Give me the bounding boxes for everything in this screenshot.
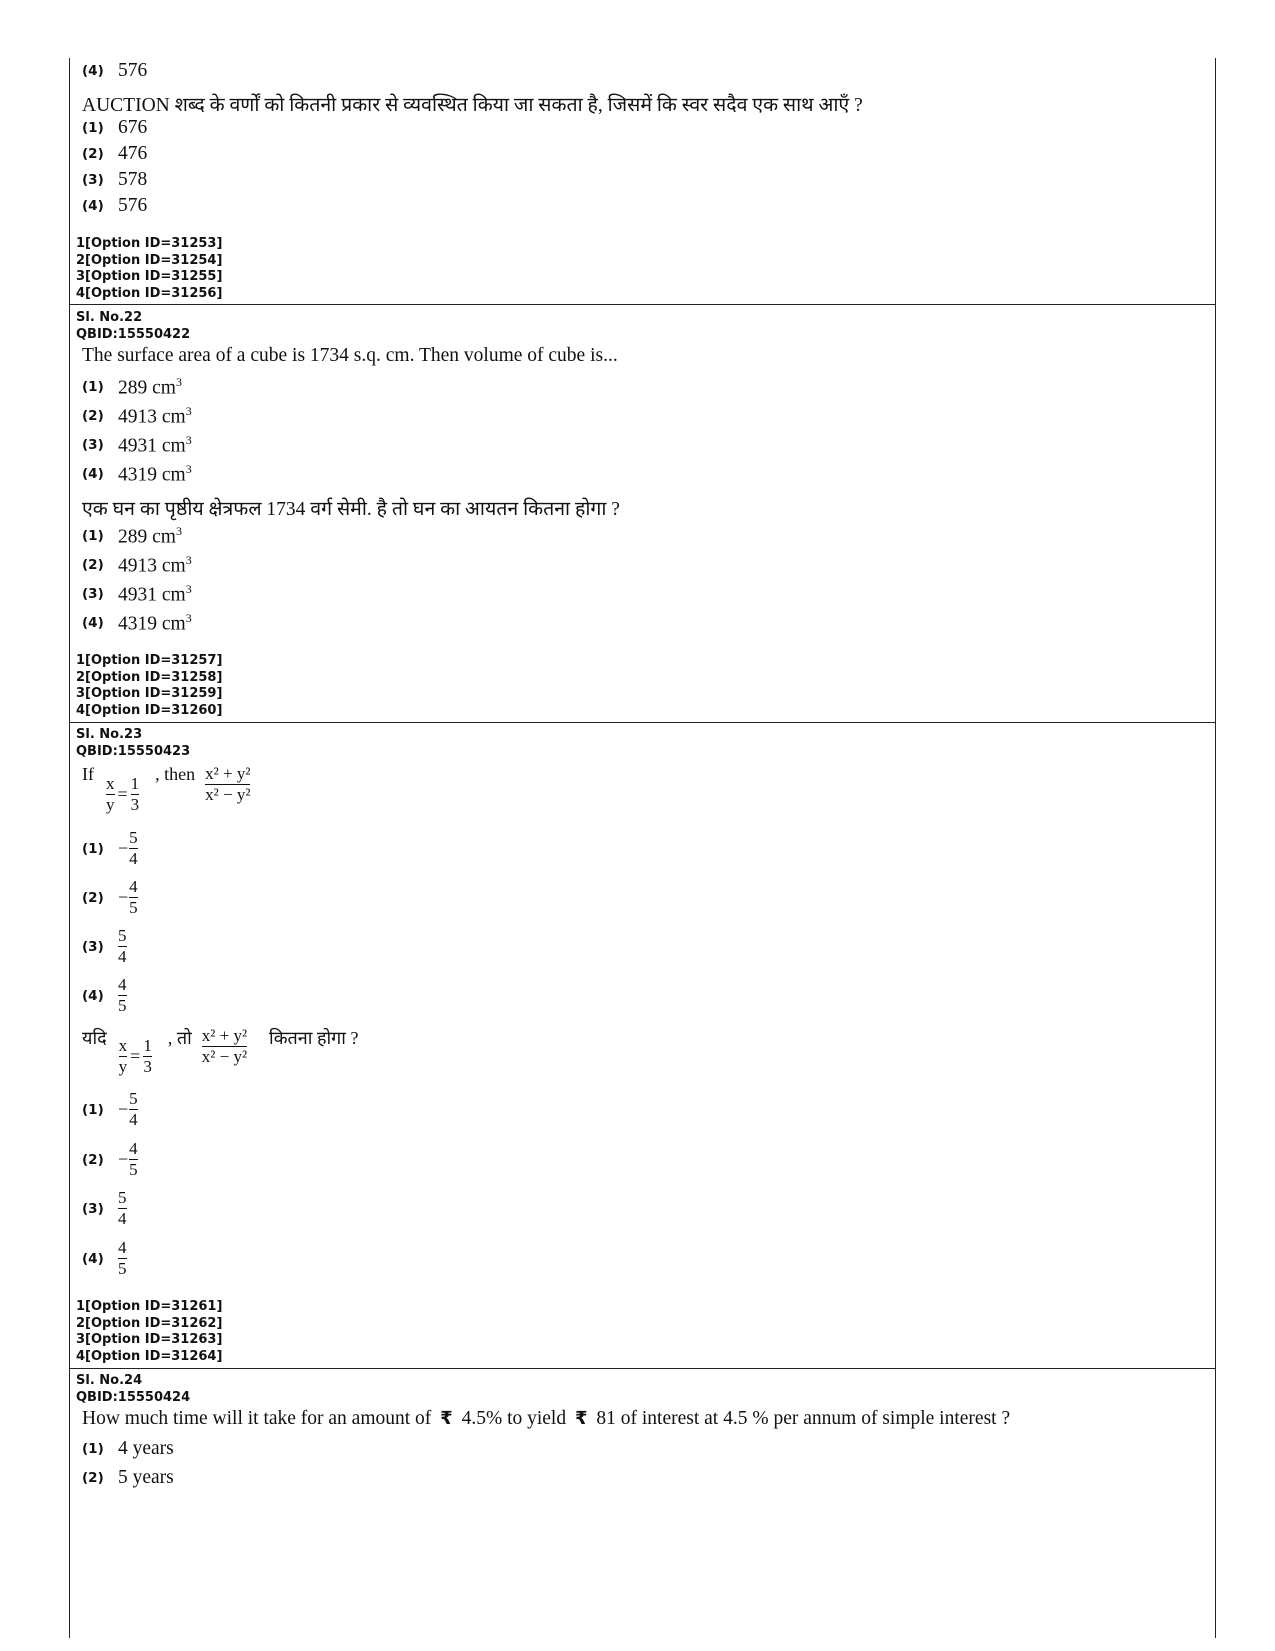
option-3: (3) 578	[82, 169, 148, 190]
document-frame	[69, 58, 1216, 1638]
section-divider	[70, 1368, 1215, 1369]
option-2-hindi: (2) 4913 $cm^3$	[82, 553, 192, 577]
option-2: (2) 5 years	[82, 1467, 174, 1488]
section-divider	[70, 304, 1215, 305]
option-1: (1) 4 years	[82, 1438, 174, 1459]
ratio-fraction: $\frac{x}{y}$	[106, 774, 115, 814]
option-3: (3) $\frac{5}{4}$	[82, 926, 127, 966]
section-divider	[70, 722, 1215, 723]
question-header: Sl. No.22 QBID:15550422	[76, 310, 191, 342]
question-text-english: The surface area of a cube is 1734 s.q. cm. Then volume of cube is...	[82, 345, 618, 366]
option-2: (2) 476	[82, 143, 148, 164]
option-4: (4) 576	[82, 195, 148, 216]
option-3-hindi: (3) 4931 $cm^3$	[82, 582, 192, 606]
option-1-hindi: (1) 289 $cm^3$	[82, 524, 182, 548]
question-expression-english: If $\frac{x}{y}$ = $\frac{1}{3}$ , then $\frac{\text{x² + y²}}{\text{x² − y²}}$	[82, 764, 251, 814]
option-3: (3) 4931 $cm^3$	[82, 433, 192, 457]
option-1-hindi: (1) − $\frac{5}{4}$	[82, 1089, 138, 1129]
option-4-hindi: (4) 4319 $cm^3$	[82, 611, 192, 635]
option-id-list: 1[Option ID=31253] 2[Option ID=31254] 3[Option ID=31255] 4[Option ID=31256]	[76, 236, 223, 301]
question-header: Sl. No.24 QBID:15550424	[76, 1373, 191, 1405]
question-text-hindi: AUCTION शब्द के वर्णों को कितनी प्रकार से व्यवस्थित किया जा सकता है, जिसमें कि स्वर सदैव एक साथ आएँ ?	[82, 95, 863, 116]
option-id-list: 1[Option ID=31261] 2[Option ID=31262] 3[Option ID=31263] 4[Option ID=31264]	[76, 1299, 223, 1364]
option-id-list: 1[Option ID=31257] 2[Option ID=31258] 3[Option ID=31259] 4[Option ID=31260]	[76, 653, 223, 718]
rupee-symbol: ₹	[574, 1408, 588, 1429]
question-text-hindi: एक घन का पृष्ठीय क्षेत्रफल 1734 वर्ग सेमी. है तो घन का आयतन कितना होगा ?	[82, 499, 620, 520]
ratio-value: $\frac{1}{3}$	[143, 1036, 152, 1076]
option-4-hindi: (4) $\frac{4}{5}$	[82, 1238, 127, 1278]
question-expression-hindi: यदि $\frac{x}{y}$ = $\frac{1}{3}$ , तो $\frac{\text{x² + y²}}{\text{x² − y²}}$ कितना होगा ?	[82, 1026, 359, 1076]
option-1: (1) − $\frac{5}{4}$	[82, 828, 138, 868]
option-2: (2) − $\frac{4}{5}$	[82, 877, 138, 917]
expression-fraction: $\frac{\text{x² + y²}}{\text{x² − y²}}$	[205, 764, 251, 804]
option-4: (4) 4319 $cm^3$	[82, 462, 192, 486]
expression-fraction: $\frac{\text{x² + y²}}{\text{x² − y²}}$	[201, 1026, 248, 1066]
option-1: (1) 676	[82, 117, 148, 138]
ratio-value: $\frac{1}{3}$	[130, 774, 140, 814]
option-2-hindi: (2) − $\frac{4}{5}$	[82, 1139, 138, 1179]
ratio-fraction: $\frac{x}{y}$	[118, 1036, 128, 1076]
prev-option-4: (4) 576	[82, 60, 148, 81]
rupee-symbol: ₹	[440, 1408, 453, 1429]
option-2: (2) 4913 $cm^3$	[82, 404, 192, 428]
question-header: Sl. No.23 QBID:15550423	[76, 727, 191, 759]
option-4: (4) $\frac{4}{5}$	[82, 975, 127, 1015]
option-3-hindi: (3) $\frac{5}{4}$	[82, 1188, 127, 1228]
question-text-english: How much time will it take for an amount of ₹ 4.5% to yield ₹ 81 of interest at 4.5 % per annum of simple interest ?	[82, 1408, 1011, 1429]
option-1: (1) 289 $cm^3$	[82, 375, 182, 399]
